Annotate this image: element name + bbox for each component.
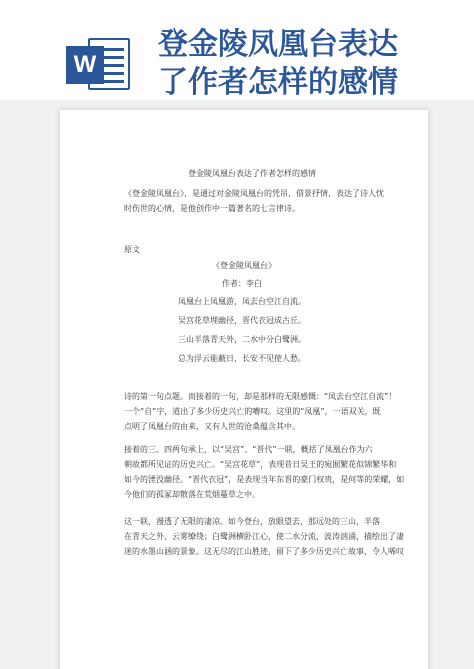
poem-line: 总为浮云能蔽日，长安不见使人愁。 xyxy=(178,354,306,363)
page-headline xyxy=(158,26,468,102)
word-icon xyxy=(66,36,132,94)
paragraph-line: 点明了凤凰台的由来，又有人世的沧桑蕴含其中。 xyxy=(124,422,300,431)
poem-line: 吴宫花草埋幽径，晋代衣冠成古丘。 xyxy=(178,316,306,325)
paragraph-line: 朝故都所见证的历史兴亡。“吴宫花草”，表现昔日吴王的宛囿繁花似锦繁华和 xyxy=(124,460,397,469)
poem-line: 三山半落青天外，二水中分白鹭洲。 xyxy=(178,335,306,344)
paragraph-line: 迷的水墨山涵的景象。这无尽的江山胜迹，留下了多少历史兴亡故事，令人唏叹 xyxy=(124,547,404,556)
paragraph-line: 这一联，漫透了无限的凄凉。如今登台，放眼望去，那远处的三山，半落 xyxy=(124,517,380,526)
poem-title: 《登金陵凤凰台》 xyxy=(212,261,276,270)
original-label: 原文 xyxy=(124,245,140,254)
paragraph-line: 今他们的孤冢却散落在荒烟蔓草之中。 xyxy=(124,490,260,499)
paragraph-line: 诗的第一句点题。而接着的一句，却是那样的无限感慨：“凤去台空江自流”！ xyxy=(124,392,397,401)
headline-line-2: 了作者怎样的感情 xyxy=(158,65,398,100)
intro-line: 时伤世的心情，是他创作中一篇著名的七言律诗。 xyxy=(124,204,300,213)
poem-line: 凤凰台上凤凰游，凤去台空江自流。 xyxy=(178,297,306,306)
intro-line: 《登金陵凤凰台》，是通过对金陵凤凰台的凭吊，借景抒情，表达了诗人忧 xyxy=(124,189,384,198)
headline-line-1: 登金陵凤凰台表达 xyxy=(158,27,398,62)
header-banner xyxy=(0,0,474,100)
paragraph-line: 如今的湮没幽径。“晋代衣冠”，是表现当年东晋的豪门权贵，是何等的荣耀，如 xyxy=(124,475,405,484)
paragraph-line: 接着的三、四两句承上，以“吴宫”、“晋代”一联，概括了凤凰台作为六 xyxy=(124,445,373,454)
document-title: 登金陵凤凰台表达了作者怎样的感情 xyxy=(188,169,316,178)
document-page xyxy=(60,110,428,669)
paragraph-line: 在青天之外，云雾缭绕；白鹭洲横卧江心，使二水分流，波涛汹涌，描绘出了凄 xyxy=(124,532,404,541)
poem-author: 作者：李白 xyxy=(222,279,262,288)
word-icon-letter: W xyxy=(66,46,104,84)
paragraph-line: 一个“自”字，道出了多少历史兴亡的嘈叹。这里的“凤凰”，一语双关，既 xyxy=(124,407,381,416)
